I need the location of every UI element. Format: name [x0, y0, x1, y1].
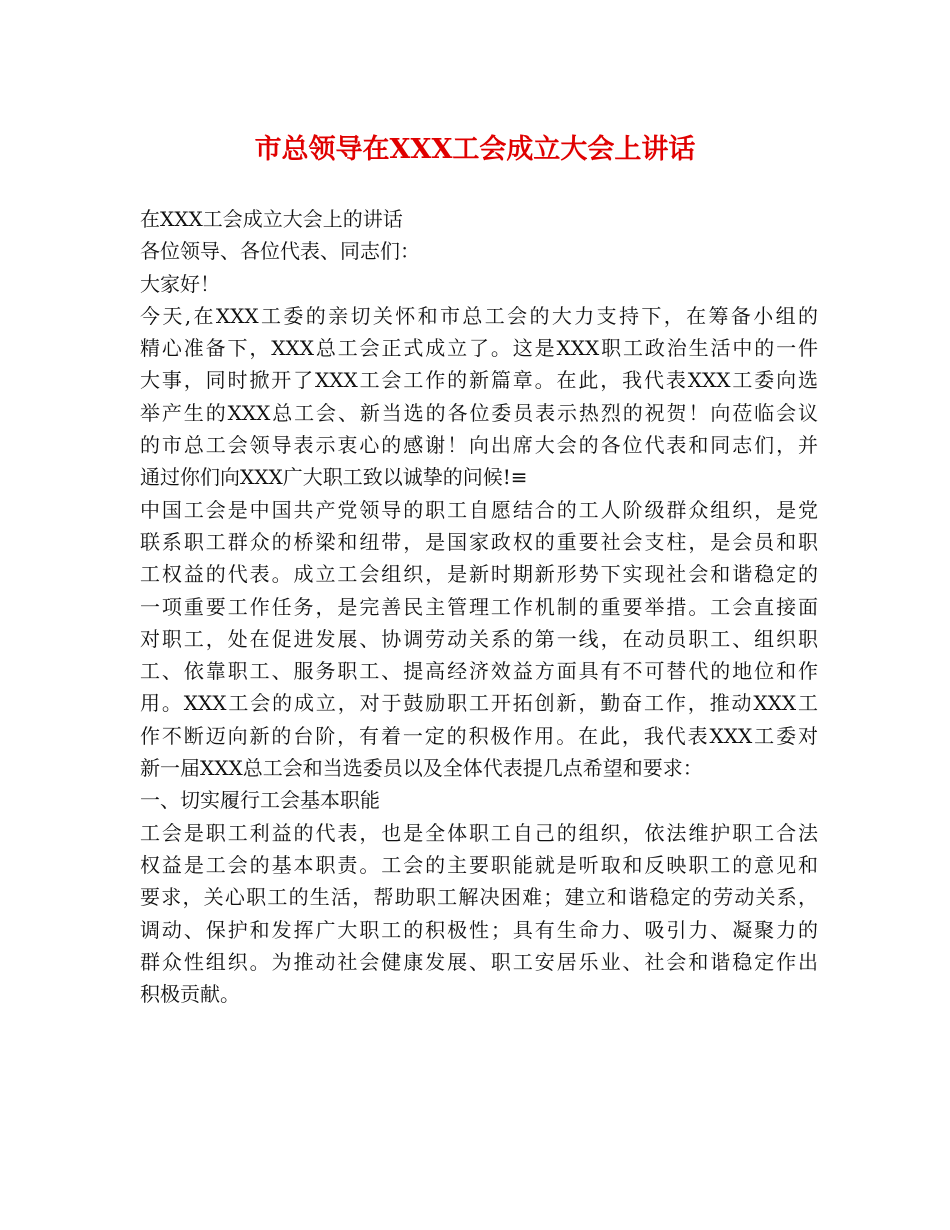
body-line: 精心准备下，XXX总工会正式成立了。这是XXX职工政治生活中的一件 — [140, 336, 818, 361]
body-line: 在XXX工会成立大会上的讲话 — [140, 207, 403, 231]
body-line: 通过你们向XXX广大职工致以诚挚的问候!≡ — [140, 465, 528, 490]
body-line: 一项重要工作任务，是完善民主管理工作机制的重要举措。工会直接面 — [140, 594, 818, 619]
body-line: 工、依靠职工、服务职工、提高经济效益方面具有不可替代的地位和作 — [140, 659, 818, 684]
document-title: 市总领导在XXX工会成立大会上讲话 — [254, 134, 696, 165]
body-line: 联系职工群众的桥梁和纽带，是国家政权的重要社会支柱，是会员和职 — [140, 529, 818, 554]
body-line: 群众性组织。为推动社会健康发展、职工安居乐业、社会和谐稳定作出 — [140, 949, 818, 974]
body-line: 大事，同时掀开了XXX工会工作的新篇章。在此，我代表XXX工委向选 — [140, 368, 818, 393]
body-line: 积极贡献。 — [140, 982, 240, 1007]
body-line: 对职工，处在促进发展、协调劳动关系的第一线，在动员职工、组织职 — [140, 626, 818, 651]
body-line: 举产生的XXX总工会、新当选的各位委员表示热烈的祝贺！向莅临会议 — [140, 400, 818, 425]
body-line: 作不断迈向新的台阶，有着一定的积极作用。在此，我代表XXX工委对 — [140, 723, 818, 748]
body-line: 工权益的代表。成立工会组织，是新时期新形势下实现社会和谐稳定的 — [140, 562, 818, 587]
body-line: 大家好！ — [140, 271, 220, 296]
body-line: 权益是工会的基本职责。工会的主要职能就是听取和反映职工的意见和 — [140, 852, 818, 877]
body-line: 新一届XXX总工会和当选委员以及全体代表提几点希望和要求： — [140, 756, 703, 781]
body-line: 要求，关心职工的生活，帮助职工解决困难；建立和谐稳定的劳动关系， — [140, 885, 818, 910]
document-body — [140, 203, 818, 1010]
body-line: 工会是职工利益的代表，也是全体职工自己的组织，依法维护职工合法 — [140, 820, 818, 845]
body-line: 的市总工会领导表示衷心的感谢！向出席大会的各位代表和同志们，并 — [140, 433, 818, 458]
body-line: 一、切实履行工会基本职能 — [140, 788, 380, 813]
body-line: 今天,在XXX工委的亲切关怀和市总工会的大力支持下，在筹备小组的 — [140, 303, 818, 328]
body-line: 用。XXX工会的成立，对于鼓励职工开拓创新，勤奋工作，推动XXX工 — [140, 691, 818, 716]
body-line: 各位领导、各位代表、同志们： — [140, 239, 420, 264]
body-line: 中国工会是中国共产党领导的职工自愿结合的工人阶级群众组织，是党 — [140, 497, 818, 522]
body-line: 调动、保护和发挥广大职工的积极性；具有生命力、吸引力、凝聚力的 — [140, 917, 818, 942]
